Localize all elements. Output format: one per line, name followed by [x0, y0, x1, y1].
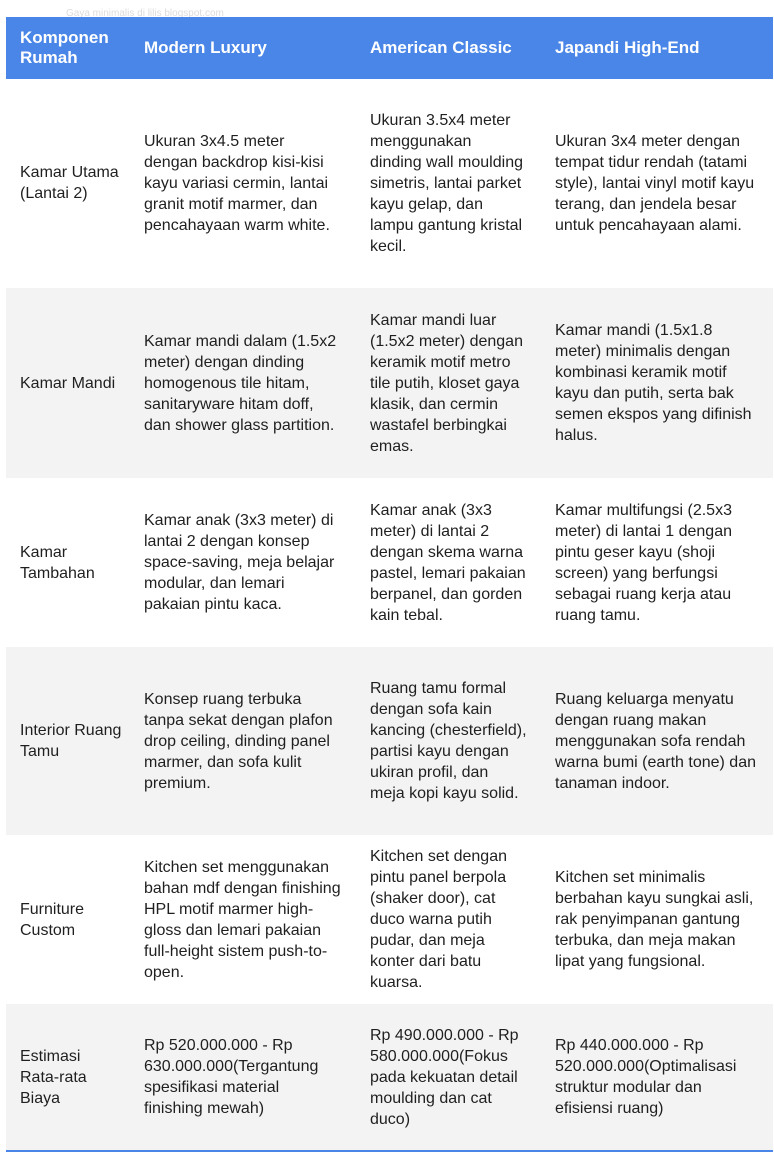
cell-japandi: Kamar mandi (1.5x1.8 meter) minimalis dengan kombinasi keramik motif kayu dan putih, serta bak semen ekspos yang difinish halus.: [541, 288, 773, 479]
header-modern-luxury: Modern Luxury: [144, 38, 267, 57]
cell-component: Kamar Utama (Lantai 2): [6, 79, 130, 288]
table-row: [6, 288, 773, 479]
table-row: [6, 647, 773, 836]
cell-component: Furniture Custom: [6, 836, 130, 1004]
cell-japandi: Kitchen set minimalis berbahan kayu sungkai asli, rak penyimpanan gantung terbuka, dan meja makan lipat yang fungsional.: [541, 836, 773, 1004]
cell-modern-luxury: Kamar mandi dalam (1.5x2 meter) dengan dinding homogenous tile hitam, sanitaryware hitam doff, dan shower glass partition.: [130, 288, 356, 479]
table-header: [6, 17, 773, 79]
cell-japandi: Rp 440.000.000 - Rp 520.000.000(Optimalisasi struktur modular dan efisiensi ruang): [541, 1004, 773, 1151]
cell-american-classic: Ruang tamu formal dengan sofa kain kancing (chesterfield), partisi kayu dengan ukiran profil, dan meja kopi kayu solid.: [356, 647, 541, 836]
cell-american-classic: Ukuran 3.5x4 meter menggunakan dinding wall moulding simetris, lantai parket kayu gelap, dan lampu gantung kristal kecil.: [356, 79, 541, 288]
cell-american-classic: Kitchen set dengan pintu panel berpola (shaker door), cat duco warna putih pudar, dan meja konter dari batu kuarsa.: [356, 836, 541, 1004]
cell-modern-luxury: Kamar anak (3x3 meter) di lantai 2 dengan konsep space-saving, meja belajar modular, dan lemari pakaian pintu kaca.: [130, 479, 356, 647]
cell-american-classic: Kamar mandi luar (1.5x2 meter) dengan keramik motif metro tile putih, kloset gaya klasik, dan cermin wastafel berbingkai emas.: [356, 288, 541, 479]
table-row: [6, 479, 773, 647]
cell-component: Interior Ruang Tamu: [6, 647, 130, 836]
cell-component: Kamar Mandi: [6, 288, 130, 479]
cell-modern-luxury: Rp 520.000.000 - Rp 630.000.000(Tergantung spesifikasi material finishing mewah): [130, 1004, 356, 1151]
cell-japandi: Kamar multifungsi (2.5x3 meter) di lantai 1 dengan pintu geser kayu (shoji screen) yang berfungsi sebagai ruang kerja atau ruang tamu.: [541, 479, 773, 647]
table-bottom-border: [6, 1150, 773, 1152]
cell-modern-luxury: Konsep ruang terbuka tanpa sekat dengan plafon drop ceiling, dinding panel marmer, dan sofa kulit premium.: [130, 647, 356, 836]
header-komponen: Komponen Rumah: [20, 28, 109, 67]
table-row: [6, 836, 773, 1004]
header-japandi-high-end: Japandi High-End: [555, 38, 700, 57]
table-row: [6, 1004, 773, 1151]
header-american-classic: American Classic: [370, 38, 512, 57]
watermark-text: Gaya minimalis di lilis blogspot.com: [66, 8, 224, 19]
cell-component: Kamar Tambahan: [6, 479, 130, 647]
table-body: [6, 79, 773, 1151]
cell-japandi: Ruang keluarga menyatu dengan ruang makan menggunakan sofa rendah warna bumi (earth tone) dan tanaman indoor.: [541, 647, 773, 836]
cell-american-classic: Kamar anak (3x3 meter) di lantai 2 dengan skema warna pastel, lemari pakaian berpanel, dan gorden kain tebal.: [356, 479, 541, 647]
cell-japandi: Ukuran 3x4 meter dengan tempat tidur rendah (tatami style), lantai vinyl motif kayu terang, dan jendela besar untuk pencahayaan alami.: [541, 79, 773, 288]
cell-modern-luxury: Kitchen set menggunakan bahan mdf dengan finishing HPL motif marmer high-gloss dan lemari pakaian full-height sistem push-to-open.: [130, 836, 356, 1004]
header-row: [6, 17, 773, 79]
comparison-table: [6, 17, 773, 1151]
cell-american-classic: Rp 490.000.000 - Rp 580.000.000(Fokus pada kekuatan detail moulding dan cat duco): [356, 1004, 541, 1151]
table-row: [6, 79, 773, 288]
cell-component: Estimasi Rata-rata Biaya: [6, 1004, 130, 1151]
cell-modern-luxury: Ukuran 3x4.5 meter dengan backdrop kisi-kisi kayu variasi cermin, lantai granit motif marmer, dan pencahayaan warm white.: [130, 79, 356, 288]
